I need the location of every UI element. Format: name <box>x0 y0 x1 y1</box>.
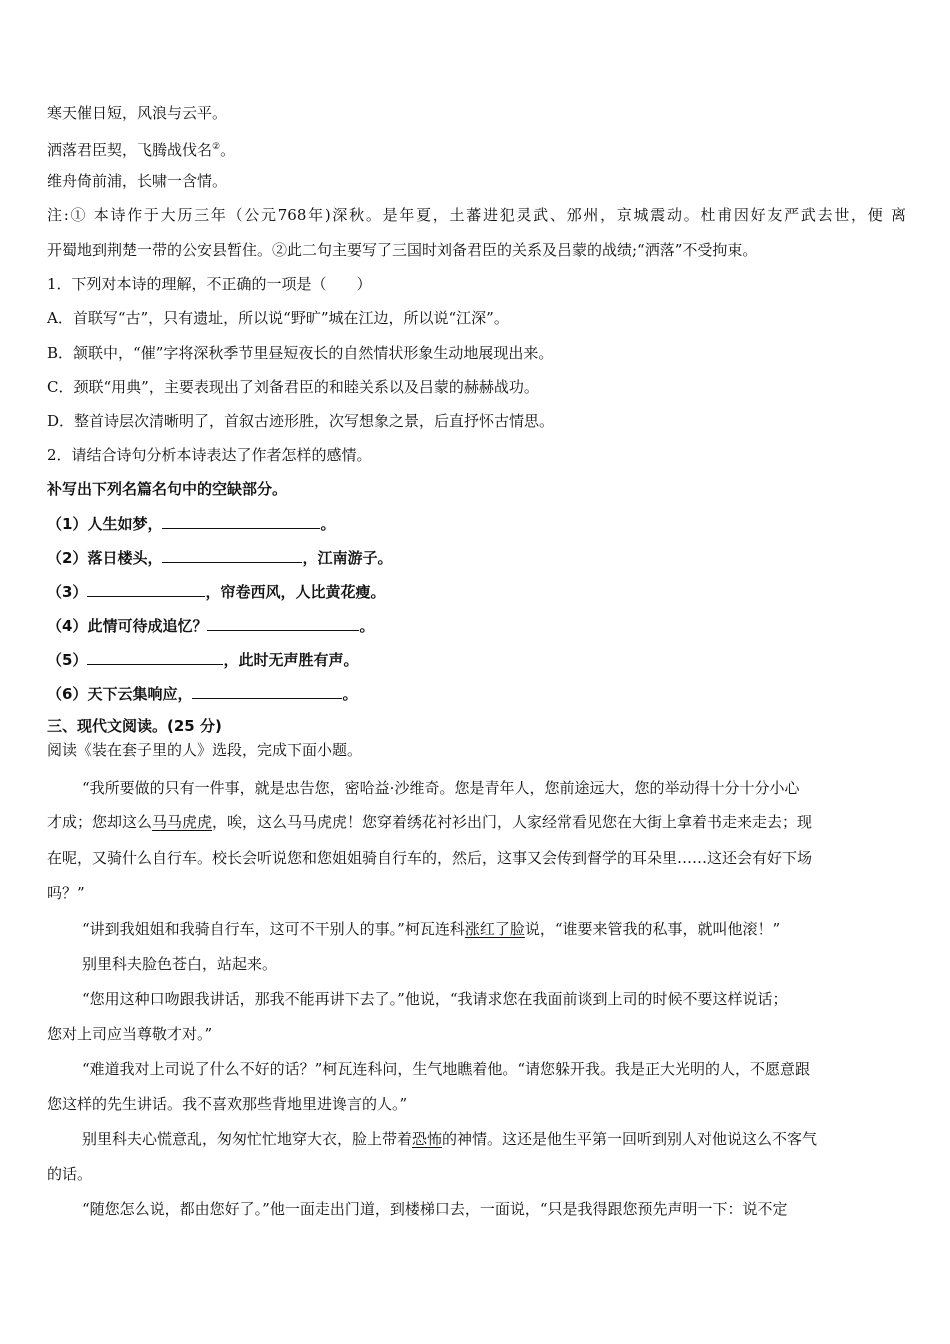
text-segment: ，唉，这么马马虎虎！您穿着绣花衬衫出门，人家经常看见您在大街上拿着书走来走去；现 <box>212 813 813 831</box>
question-1-option-c: C．颈联“用典”，主要表现出了刘备君臣的和睦关系以及吕蒙的赫赫战功。 <box>47 378 539 396</box>
answer-blank[interactable] <box>162 547 302 563</box>
passage-p5-line-2: 您这样的先生讲话。我不喜欢那些背地里进谗言的人。” <box>47 1095 408 1113</box>
fill-heading: 补写出下列名篇名句中的空缺部分。 <box>47 480 288 498</box>
fill-item-6 <box>47 683 906 704</box>
fill-item-after: 。 <box>342 685 358 703</box>
fill-item-before: 人生如梦， <box>87 515 163 533</box>
question-1-option-d: D．整首诗层次清晰明了，首叙古迹形胜，次写想象之景，后直抒怀古情思。 <box>47 412 555 430</box>
fill-item-before: 落日楼头， <box>87 549 163 567</box>
fill-item-number: （4） <box>47 617 88 635</box>
fill-item-number: （6） <box>47 685 88 703</box>
answer-blank[interactable] <box>192 683 342 699</box>
poem-line-1: 寒天催日短，风浪与云平。 <box>47 104 228 122</box>
fill-item-after: ，江南游子。 <box>302 549 393 567</box>
passage-p1-line-1: “我所要做的只有一件事，就是忠告您，密哈益·沙维奇。您是青年人，您前途远大，您的举动得十分十分小心 <box>82 779 800 797</box>
answer-blank[interactable] <box>87 581 205 597</box>
fill-item-1 <box>47 513 906 534</box>
text-segment: 别里科夫心慌意乱，匆匆忙忙地穿大衣，脸上带着 <box>82 1130 413 1148</box>
text-segment: 的神情。这还是他生平第一回听到别人对他说这么不客气 <box>442 1130 818 1148</box>
poem-line-2-end: 。 <box>220 141 236 159</box>
fill-item-before: 此情可待成追忆？ <box>87 617 208 635</box>
answer-blank[interactable] <box>162 513 320 529</box>
question-1-stem: 1．下列对本诗的理解，不正确的一项是（ ） <box>47 275 372 293</box>
answer-blank[interactable] <box>207 615 359 631</box>
passage-p1-line-2 <box>47 812 906 832</box>
text-segment: 说，“谁要来管我的私事，就叫他滚！” <box>524 920 781 938</box>
fill-item-after: ，帘卷西风，人比黄花瘦。 <box>205 583 386 601</box>
passage-p1-line-3: 在呢，又骑什么自行车。校长会听说您和您姐姐骑自行车的，然后，这事又会传到督学的耳朵里……这还会有好下场 <box>47 849 813 867</box>
question-1-option-b: B．颔联中，“催”字将深秋季节里昼短夜长的自然情状形象生动地展现出来。 <box>47 344 554 362</box>
fill-item-before: 天下云集响应， <box>87 685 193 703</box>
section-3-intro: 阅读《装在套子里的人》选段，完成下面小题。 <box>47 741 363 759</box>
fill-item-after: 。 <box>359 617 375 635</box>
fill-item-4 <box>47 615 906 636</box>
fill-item-after: 。 <box>320 515 336 533</box>
passage-p7-line-1: “随您怎么说，都由您好了。”他一面走出门道，到楼梯口去，一面说，“只是我得跟您预先声明一下：说不定 <box>82 1200 788 1218</box>
passage-p3: 别里科夫脸色苍白，站起来。 <box>82 955 278 973</box>
fill-item-number: （3） <box>47 583 88 601</box>
passage-p1-line-4: 吗？” <box>47 884 85 902</box>
fill-item-5 <box>47 649 906 670</box>
text-segment: 才成；您却这么 <box>47 813 153 831</box>
passage-p4-line-1: “您用这种口吻跟我讲话，那我不能再讲下去了。”他说，“我请求您在我面前谈到上司的时候不要这样说话； <box>82 990 788 1008</box>
underlined-phrase: 恐怖 <box>412 1130 443 1148</box>
passage-p6-line-2: 的话。 <box>47 1165 93 1183</box>
passage-p5-line-1: “难道我对上司说了什么不好的话？”柯瓦连科问，生气地瞧着他。“请您躲开我。我是正大光明的人，不愿意跟 <box>82 1060 811 1078</box>
question-2-stem: 2．请结合诗句分析本诗表达了作者怎样的感情。 <box>47 446 372 464</box>
poem-line-2 <box>47 137 906 160</box>
notes-line-1: 注:① 本诗作于大历三年（公元768年)深秋。是年夏，土蕃进犯灵武、邠州，京城震动。杜甫因好友严武去世，便 离 <box>47 206 906 224</box>
passage-p2 <box>82 919 906 939</box>
underlined-phrase: 马马虎虎 <box>152 813 213 831</box>
fill-item-3 <box>47 581 906 602</box>
fill-item-2 <box>47 547 906 568</box>
fill-item-number: （5） <box>47 651 88 669</box>
fill-item-after: ，此时无声胜有声。 <box>223 651 359 669</box>
fill-item-number: （2） <box>47 549 88 567</box>
footnote-marker: ② <box>212 142 221 152</box>
answer-blank[interactable] <box>87 649 223 665</box>
notes-line-2: 开蜀地到荆楚一带的公安县暂住。②此二句主要写了三国时刘备君臣的关系及吕蒙的战绩;“洒落”不受拘束。 <box>47 241 758 259</box>
question-1-option-a: A．首联写“古”，只有遗址，所以说“野旷”城在江边，所以说“江深”。 <box>47 309 509 327</box>
passage-p4-line-2: 您对上司应当尊敬才对。” <box>47 1025 213 1043</box>
poem-line-3: 维舟倚前浦，长啸一含情。 <box>47 172 228 190</box>
passage-p6-line-1 <box>82 1129 906 1149</box>
underlined-phrase: 涨红了脸 <box>464 920 525 938</box>
section-3-heading: 三、现代文阅读。(25 分) <box>47 717 222 735</box>
fill-item-number: （1） <box>47 515 88 533</box>
poem-line-2-text: 洒落君臣契，飞腾战伐名 <box>47 141 213 159</box>
text-segment: “讲到我姐姐和我骑自行车，这可不干别人的事。”柯瓦连科 <box>82 920 465 938</box>
